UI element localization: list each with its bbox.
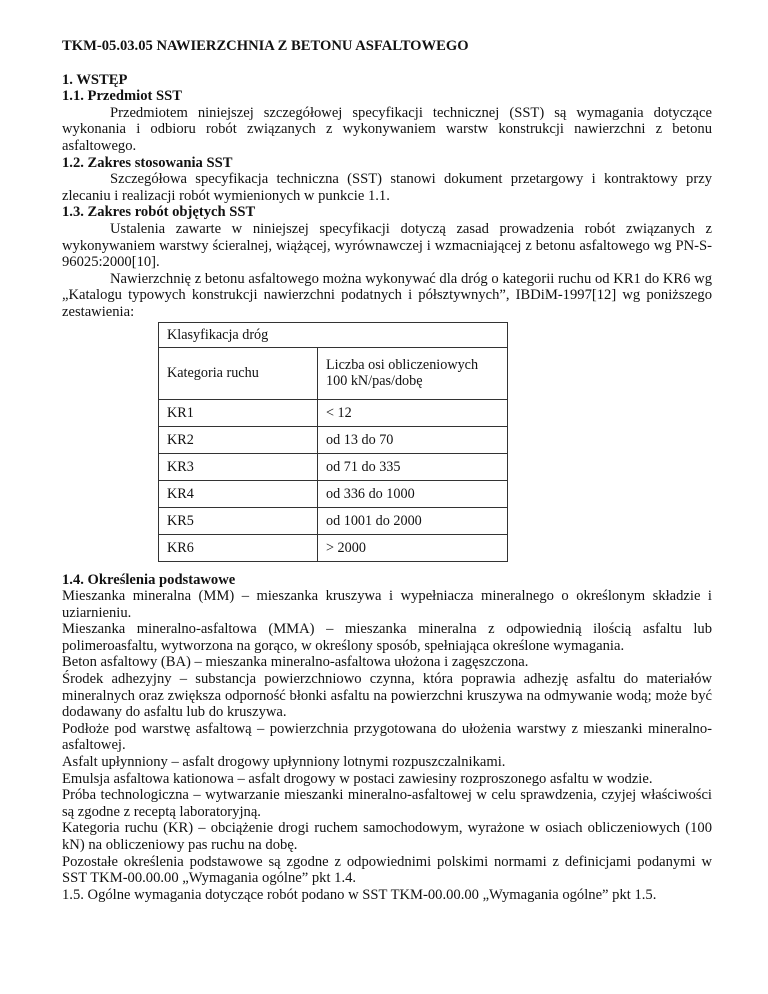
definition-paragraph: Emulsja asfaltowa kationowa – asfalt drogowy w postaci zawiesiny rozproszonego asfaltu w wodzie.: [62, 770, 653, 787]
table-cell-category: KR6: [159, 534, 318, 561]
table-cell-axles: od 13 do 70: [318, 426, 508, 453]
section-1-3-paragraph-2: Nawierzchnię z betonu asfaltowego można wykonywać dla dróg o kategorii ruchu od KR1 do KR6 wg „Katalogu typowych konstrukcji nawierzchni podatnych i półsztywnych”, IBDiM-1997[12] wg poniższego zestawienia:: [62, 270, 712, 320]
table-cell-axles: < 12: [318, 399, 508, 426]
table-cell-category: KR4: [159, 480, 318, 507]
section-1-4-heading: 1.4. Określenia podstawowe: [62, 571, 236, 588]
table-cell-axles: > 2000: [318, 534, 508, 561]
table-cell-category: KR1: [159, 399, 318, 426]
section-1-2-paragraph: Szczegółowa specyfikacja techniczna (SST) stanowi dokument przetargowy i kontraktowy przy zlecaniu i realizacji robót wymienionych w punkcie 1.1.: [62, 171, 712, 204]
section-1-1-heading: 1.1. Przedmiot SST: [62, 88, 182, 105]
section-1-3-heading: 1.3. Zakres robót objętych SST: [62, 204, 256, 221]
section-1-2-heading: 1.2. Zakres stosowania SST: [62, 154, 233, 171]
document-title: TKM-05.03.05 NAWIERZCHNIA Z BETONU ASFALTOWEGO: [62, 38, 469, 54]
table-row: [159, 399, 508, 426]
table-header-axles-line1: Liczba osi obliczeniowych: [326, 357, 479, 373]
table-cell-category: KR3: [159, 453, 318, 480]
road-classification-table: [158, 322, 508, 562]
table-header-axles: [318, 347, 508, 399]
table-cell-category: KR2: [159, 426, 318, 453]
table-header-category: Kategoria ruchu: [159, 347, 318, 399]
table-row: [159, 507, 508, 534]
definition-paragraph: Pozostałe określenia podstawowe są zgodne z odpowiednimi polskimi normami z definicjami podanymi w SST TKM-00.00.00 „Wymagania ogólne” pkt 1.4.: [62, 853, 712, 887]
definition-paragraph: Próba technologiczna – wytwarzanie mieszanki mineralno-asfaltowej w celu sprawdzenia, czyjej właściwości są zgodne z receptą laboratoryjną.: [62, 787, 712, 820]
table-row: [159, 480, 508, 507]
table-row: [159, 453, 508, 480]
section-1-3-paragraph-1: Ustalenia zawarte w niniejszej specyfikacji dotyczą zasad prowadzenia robót związanych z wykonywaniem warstwy ścieralnej, wiążącej, wyrównawczej i wzmacniającej z betonu asfaltowego wg PN-S-96025:2000[10].: [62, 220, 712, 271]
definition-paragraph: Mieszanka mineralna (MM) – mieszanka kruszywa i wypełniacza mineralnego o określonym składzie i uziarnieniu.: [62, 588, 712, 621]
table-row: [159, 534, 508, 561]
table-cell-axles: od 336 do 1000: [318, 480, 508, 507]
definition-paragraph: Podłoże pod warstwę asfaltową – powierzchnia przygotowana do ułożenia warstwy z mieszanki mineralno-asfaltowej.: [62, 720, 712, 754]
definition-paragraph: Mieszanka mineralno-asfaltowa (MMA) – mieszanka mineralna z odpowiednią ilością asfaltu lub polimeroasfaltu, wytworzona na gorąco, w określony sposób, spełniająca określone wymagania.: [62, 621, 712, 654]
section-1-heading: 1. WSTĘP: [62, 71, 128, 88]
section-1-1-paragraph: Przedmiotem niniejszej szczegółowej specyfikacji technicznej (SST) są wymagania dotyczące wykonania i odbioru robót związanych z wykonywaniem warstw konstrukcji nawierzchni z betonu asfaltowego.: [62, 104, 712, 154]
table-cell-axles: od 1001 do 2000: [318, 507, 508, 534]
table-cell-axles: od 71 do 335: [318, 453, 508, 480]
table-cell-category: KR5: [159, 507, 318, 534]
table-row: [159, 426, 508, 453]
definition-paragraph: Kategoria ruchu (KR) – obciążenie drogi ruchem samochodowym, wyrażone w osiach obliczeniowych (100 kN) na obliczeniowy pas ruchu na dobę.: [62, 820, 712, 853]
section-1-5-paragraph: 1.5. Ogólne wymagania dotyczące robót podano w SST TKM-00.00.00 „Wymagania ogólne” pkt 1.5.: [62, 886, 657, 903]
table-caption: Klasyfikacja dróg: [159, 322, 508, 347]
definition-paragraph: Środek adhezyjny – substancja powierzchniowo czynna, która poprawia adhezję asfaltu do materiałów mineralnych oraz zwiększa odporność błonki asfaltu na powierzchni kruszywa na odmywanie wodą; może być dodawany do asfaltu lub do kruszywa.: [62, 671, 712, 721]
table-header-axles-line2: 100 kN/pas/dobę: [326, 373, 423, 389]
definition-paragraph: Beton asfaltowy (BA) – mieszanka mineralno-asfaltowa ułożona i zagęszczona.: [62, 654, 529, 671]
document-page: [62, 38, 712, 903]
definition-paragraph: Asfalt upłynniony – asfalt drogowy upłynniony lotnymi rozpuszczalnikami.: [62, 754, 506, 771]
